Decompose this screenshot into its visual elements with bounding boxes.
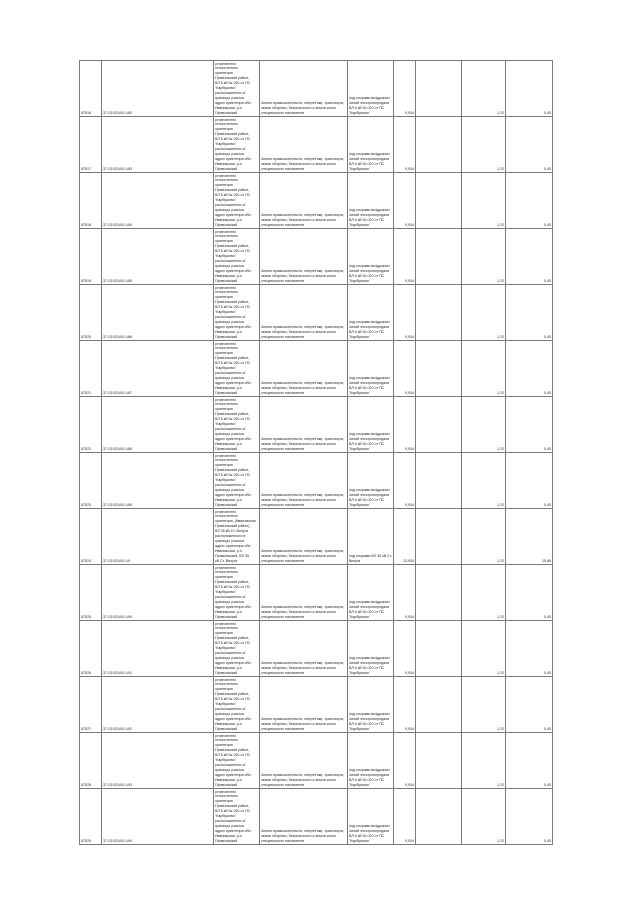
cadastral-number: 37:13:031001:182	[102, 61, 214, 117]
location-line: "Карбушево"	[215, 198, 237, 203]
location-line: Приволжский	[215, 279, 238, 284]
table-row	[80, 341, 553, 397]
location-line: Приволжский	[215, 447, 238, 452]
location-line: относительно	[215, 122, 238, 127]
location-line: границах участка	[215, 539, 244, 544]
land-category: Земли промышленности, энергетики, транспорта, земли обороны, безопасности и земли иного специального назначения	[260, 173, 348, 229]
blank-cell	[416, 173, 462, 229]
location-description	[214, 509, 260, 565]
location-line: Ивановская, р-н	[215, 162, 242, 167]
location-line: относительно	[215, 290, 238, 295]
row-number: 87626	[80, 621, 102, 677]
location-line: границах участка	[215, 432, 244, 437]
location-line: границах участка	[215, 712, 244, 717]
location-line: расположенного в	[215, 315, 246, 320]
rate-value: 1,22	[462, 509, 506, 565]
location-line: "Карбушево"	[215, 478, 237, 483]
location-line: ориентира	[215, 743, 233, 748]
rate-value: 1,22	[462, 453, 506, 509]
row-number: 87622	[80, 397, 102, 453]
cadastral-number: 37:13:031001:194	[102, 789, 214, 845]
location-line: относительно	[215, 66, 238, 71]
blank-cell	[416, 789, 462, 845]
location-line: установлено	[215, 565, 237, 570]
location-description	[214, 565, 260, 621]
location-line: Приволжский район,	[215, 188, 250, 193]
location-line: установлено	[215, 509, 237, 514]
location-line: установлено	[215, 229, 237, 234]
cadastral-number: 37:13:031001:191	[102, 621, 214, 677]
location-line: ВЛ 6 кВ № 020 от ПС	[215, 137, 251, 142]
location-line: адрес ориентира обл.	[215, 101, 252, 106]
plot-area: 0,004	[394, 453, 416, 509]
cadastral-number: 37:13:031001:192	[102, 677, 214, 733]
blank-cell	[416, 621, 462, 677]
location-line: Ивановская, р-н	[215, 386, 242, 391]
location-description	[214, 341, 260, 397]
location-description	[214, 173, 260, 229]
plot-area: 0,004	[394, 117, 416, 173]
table-row	[80, 173, 553, 229]
location-line: адрес ориентира обл.	[215, 605, 252, 610]
location-line: Ивановская, р-н	[215, 442, 242, 447]
location-line: ориентира	[215, 687, 233, 692]
location-line: относительно	[215, 234, 238, 239]
cadastral-number: 37:13:031001:190	[102, 565, 214, 621]
blank-cell	[416, 733, 462, 789]
permitted-use: под опорами воздушных линий электропередачи ВЛ 6 кВ № 020 от ПС "Карбушево"	[348, 173, 394, 229]
location-line: границах участка	[215, 824, 244, 829]
location-line: расположенного в	[215, 259, 246, 264]
plot-area: 0,004	[394, 621, 416, 677]
permitted-use: под опорами воздушных линий электропередачи ВЛ 6 кВ № 020 от ПС "Карбушево"	[348, 677, 394, 733]
location-line: установлено	[215, 61, 237, 66]
location-line: относительно	[215, 570, 238, 575]
rate-value: 1,22	[462, 677, 506, 733]
permitted-use: под опорами воздушных линий электропередачи ВЛ 6 кВ № 020 от ПС "Карбушево"	[348, 61, 394, 117]
land-category: Земли промышленности, энергетики, транспорта, земли обороны, безопасности и земли иного специального назначения	[260, 509, 348, 565]
rate-value: 1,22	[462, 733, 506, 789]
cadastral-number: 37:13:031001:186	[102, 285, 214, 341]
land-plots-table	[79, 60, 553, 845]
row-number: 87629	[80, 789, 102, 845]
blank-cell	[416, 117, 462, 173]
location-line: ориентира	[215, 351, 233, 356]
plot-area: 0,004	[394, 397, 416, 453]
location-line: ориентира	[215, 127, 233, 132]
cadastral-number: 37:13:031001:184	[102, 173, 214, 229]
rate-value: 1,22	[462, 789, 506, 845]
location-line: Приволжский район,	[215, 76, 250, 81]
location-line: расположенного в	[215, 819, 246, 824]
location-line: Ивановская, р-н	[215, 549, 242, 554]
location-line: установлено	[215, 397, 237, 402]
location-line: Приволжский район,	[215, 580, 250, 585]
rate-value: 1,22	[462, 397, 506, 453]
location-line: адрес ориентира обл.	[215, 829, 252, 834]
permitted-use: под опорами воздушных линий электропередачи ВЛ 6 кВ № 020 от ПС "Карбушево"	[348, 229, 394, 285]
location-line: ориентира	[215, 71, 233, 76]
plot-area: 0,004	[394, 285, 416, 341]
location-line: ВЛ 6 кВ № 020 от ПС	[215, 697, 251, 702]
location-description	[214, 789, 260, 845]
row-number: 87624	[80, 509, 102, 565]
location-line: "Карбушево"	[215, 422, 237, 427]
location-line: Приволжский	[215, 839, 238, 844]
row-number: 87618	[80, 173, 102, 229]
table-row	[80, 733, 553, 789]
location-line: Приволжский	[215, 671, 238, 676]
location-line: "Карбушево"	[215, 814, 237, 819]
location-line: относительно	[215, 794, 238, 799]
plot-area: 0,004	[394, 677, 416, 733]
location-line: "Карбушево"	[215, 758, 237, 763]
table-row	[80, 397, 553, 453]
blank-cell	[416, 565, 462, 621]
location-line: ВЛ 6 кВ № 020 от ПС	[215, 641, 251, 646]
land-category: Земли промышленности, энергетики, транспорта, земли обороны, безопасности и земли иного специального назначения	[260, 397, 348, 453]
amount-value: 0,05	[506, 173, 553, 229]
blank-cell	[416, 509, 462, 565]
rate-value: 1,22	[462, 173, 506, 229]
table-row	[80, 61, 553, 117]
amount-value: 15,86	[506, 509, 553, 565]
permitted-use: под опорами воздушных линий электропередачи ВЛ 6 кВ № 020 от ПС "Карбушево"	[348, 789, 394, 845]
amount-value: 0,05	[506, 565, 553, 621]
location-line: Приволжский	[215, 223, 238, 228]
location-line: ВЛ 6 кВ № 020 от ПС	[215, 193, 251, 198]
row-number: 87616	[80, 61, 102, 117]
location-line: Приволжский район,	[215, 244, 250, 249]
location-line: ВЛ 6 кВ № 020 от ПС	[215, 473, 251, 478]
location-line: ориентира	[215, 183, 233, 188]
land-category: Земли промышленности, энергетики, транспорта, земли обороны, безопасности и земли иного специального назначения	[260, 621, 348, 677]
blank-cell	[416, 397, 462, 453]
location-line: "Карбушево"	[215, 702, 237, 707]
location-line: адрес ориентира обл.	[215, 717, 252, 722]
permitted-use: под опорами воздушных линий электропередачи ВЛ 6 кВ № 020 от ПС "Карбушево"	[348, 621, 394, 677]
location-line: ВЛ 6 кВ № 020 от ПС	[215, 81, 251, 86]
rate-value: 1,22	[462, 117, 506, 173]
permitted-use: под опорами воздушных линий электропередачи ВЛ 6 кВ № 020 от ПС "Карбушево"	[348, 453, 394, 509]
location-line: ориентира	[215, 407, 233, 412]
location-line: Ивановская, р-н	[215, 610, 242, 615]
location-line: ВЛ 6 кВ № 020 от ПС	[215, 417, 251, 422]
location-line: расположенного в	[215, 427, 246, 432]
row-number: 87625	[80, 565, 102, 621]
location-line: адрес ориентира обл.	[215, 325, 252, 330]
row-number: 87621	[80, 341, 102, 397]
location-line: адрес ориентира обл.	[215, 544, 252, 549]
location-line: границах участка	[215, 600, 244, 605]
land-category: Земли промышленности, энергетики, транспорта, земли обороны, безопасности и земли иного специального назначения	[260, 789, 348, 845]
location-line: "Карбушево"	[215, 366, 237, 371]
blank-cell	[416, 341, 462, 397]
location-line: ВЛ 6 кВ № 020 от ПС	[215, 585, 251, 590]
permitted-use: под опорами ВЛ 35 кВ Ст. Вичуга	[348, 509, 394, 565]
amount-value: 0,05	[506, 789, 553, 845]
blank-cell	[416, 61, 462, 117]
plot-area: 0,004	[394, 229, 416, 285]
plot-area: 0,004	[394, 173, 416, 229]
location-line: ВЛ 35 кВ Ст. Вичуга	[215, 529, 248, 534]
location-line: "Карбушево"	[215, 310, 237, 315]
location-line: относительно	[215, 626, 238, 631]
location-line: расположенного в	[215, 371, 246, 376]
plot-area: 0,004	[394, 61, 416, 117]
location-line: Ивановская, р-н	[215, 218, 242, 223]
location-line: ориентира	[215, 295, 233, 300]
cadastral-number: 37:13:031001:188	[102, 397, 214, 453]
permitted-use: под опорами воздушных линий электропередачи ВЛ 6 кВ № 020 от ПС "Карбушево"	[348, 341, 394, 397]
location-line: "Карбушево"	[215, 254, 237, 259]
location-line: установлено	[215, 341, 237, 346]
location-line: "Карбушево"	[215, 646, 237, 651]
location-line: Приволжский район,	[215, 300, 250, 305]
land-category: Земли промышленности, энергетики, транспорта, земли обороны, безопасности и земли иного специального назначения	[260, 229, 348, 285]
permitted-use: под опорами воздушных линий электропередачи ВЛ 6 кВ № 020 от ПС "Карбушево"	[348, 117, 394, 173]
location-line: Ивановская, р-н	[215, 834, 242, 839]
location-line: Приволжский	[215, 615, 238, 620]
cadastral-number: 37:13:031001:183	[102, 117, 214, 173]
location-line: установлено	[215, 789, 237, 794]
row-number: 87628	[80, 733, 102, 789]
blank-cell	[416, 677, 462, 733]
table-row	[80, 509, 553, 565]
location-line: границах участка	[215, 264, 244, 269]
location-line: адрес ориентира обл.	[215, 381, 252, 386]
location-line: Приволжский район,	[215, 748, 250, 753]
location-line: кВ Ст. Вичуга	[215, 559, 238, 564]
location-line: ориентира	[215, 631, 233, 636]
permitted-use: под опорами воздушных линий электропередачи ВЛ 6 кВ № 020 от ПС "Карбушево"	[348, 733, 394, 789]
plot-area: 0,004	[394, 733, 416, 789]
location-line: адрес ориентира обл.	[215, 493, 252, 498]
plot-area: 13,000	[394, 509, 416, 565]
amount-value: 0,05	[506, 341, 553, 397]
location-description	[214, 621, 260, 677]
location-line: ориентира	[215, 575, 233, 580]
amount-value: 0,05	[506, 621, 553, 677]
location-line: границах участка	[215, 376, 244, 381]
location-line: Приволжский район,	[215, 356, 250, 361]
table-row	[80, 565, 553, 621]
table-row	[80, 285, 553, 341]
location-line: адрес ориентира обл.	[215, 437, 252, 442]
row-number: 87627	[80, 677, 102, 733]
location-line: границах участка	[215, 656, 244, 661]
cadastral-number: 37:13:031001:193	[102, 733, 214, 789]
location-description	[214, 677, 260, 733]
location-line: Ивановская, р-н	[215, 498, 242, 503]
location-line: адрес ориентира обл.	[215, 661, 252, 666]
table-row	[80, 117, 553, 173]
location-line: ВЛ 6 кВ № 020 от ПС	[215, 361, 251, 366]
amount-value: 0,05	[506, 285, 553, 341]
cadastral-number: 37:13:031001:185	[102, 229, 214, 285]
land-category: Земли промышленности, энергетики, транспорта, земли обороны, безопасности и земли иного специального назначения	[260, 285, 348, 341]
location-line: Приволжский	[215, 111, 238, 116]
location-line: ориентира	[215, 239, 233, 244]
cadastral-number: 37:13:031001:187	[102, 341, 214, 397]
location-line: Приволжский	[215, 167, 238, 172]
location-description	[214, 397, 260, 453]
table-row	[80, 789, 553, 845]
location-line: границах участка	[215, 320, 244, 325]
location-line: "Карбушево"	[215, 142, 237, 147]
amount-value: 0,05	[506, 117, 553, 173]
location-line: расположенного в	[215, 595, 246, 600]
location-line: установлено	[215, 117, 237, 122]
location-line: расположенного в	[215, 91, 246, 96]
table-row	[80, 229, 553, 285]
location-line: установлено	[215, 677, 237, 682]
location-description	[214, 61, 260, 117]
location-line: границах участка	[215, 208, 244, 213]
amount-value: 0,05	[506, 677, 553, 733]
location-description	[214, 733, 260, 789]
location-line: ориентира	[215, 463, 233, 468]
location-line: Ивановская, р-н	[215, 666, 242, 671]
land-category: Земли промышленности, энергетики, транспорта, земли обороны, безопасности и земли иного специального назначения	[260, 453, 348, 509]
location-line: адрес ориентира обл.	[215, 157, 252, 162]
row-number: 87620	[80, 285, 102, 341]
cadastral-number: 37:13:031001:189	[102, 453, 214, 509]
rate-value: 1,22	[462, 285, 506, 341]
location-line: Приволжский район,	[215, 412, 250, 417]
plot-area: 0,004	[394, 565, 416, 621]
location-line: расположенного в	[215, 707, 246, 712]
location-line: адрес ориентира обл.	[215, 773, 252, 778]
location-line: Приволжский район),	[215, 524, 251, 529]
location-description	[214, 229, 260, 285]
location-line: Приволжский район,	[215, 804, 250, 809]
permitted-use: под опорами воздушных линий электропередачи ВЛ 6 кВ № 020 от ПС "Карбушево"	[348, 565, 394, 621]
table-row	[80, 621, 553, 677]
location-description	[214, 117, 260, 173]
location-line: относительно	[215, 402, 238, 407]
location-line: Ивановская, р-н	[215, 106, 242, 111]
amount-value: 0,05	[506, 733, 553, 789]
location-line: расположенного в	[215, 483, 246, 488]
location-line: относительно	[215, 178, 238, 183]
amount-value: 0,05	[506, 397, 553, 453]
rate-value: 1,22	[462, 621, 506, 677]
location-line: относительно	[215, 682, 238, 687]
location-line: Приволжский	[215, 335, 238, 340]
location-line: ВЛ 6 кВ № 020 от ПС	[215, 809, 251, 814]
location-line: Приволжский	[215, 391, 238, 396]
location-line: ориентира	[215, 799, 233, 804]
location-line: Ивановская, р-н	[215, 778, 242, 783]
plot-area: 0,004	[394, 341, 416, 397]
location-line: Ивановская, р-н	[215, 722, 242, 727]
rate-value: 1,22	[462, 341, 506, 397]
location-line: установлено	[215, 285, 237, 290]
location-line: ВЛ 6 кВ № 020 от ПС	[215, 249, 251, 254]
location-line: расположенного в	[215, 763, 246, 768]
land-category: Земли промышленности, энергетики, транспорта, земли обороны, безопасности и земли иного специального назначения	[260, 733, 348, 789]
location-line: относительно	[215, 738, 238, 743]
row-number: 87617	[80, 117, 102, 173]
location-line: расположенного в	[215, 147, 246, 152]
location-line: адрес ориентира обл.	[215, 213, 252, 218]
location-line: относительно	[215, 346, 238, 351]
land-category: Земли промышленности, энергетики, транспорта, земли обороны, безопасности и земли иного специального назначения	[260, 61, 348, 117]
location-description	[214, 285, 260, 341]
location-line: Приволжский, ВЛ 35	[215, 554, 249, 559]
permitted-use: под опорами воздушных линий электропередачи ВЛ 6 кВ № 020 от ПС "Карбушево"	[348, 397, 394, 453]
rate-value: 1,22	[462, 229, 506, 285]
plot-area: 0,004	[394, 789, 416, 845]
location-line: относительно	[215, 514, 238, 519]
row-number: 87619	[80, 229, 102, 285]
location-line: относительно	[215, 458, 238, 463]
amount-value: 0,05	[506, 61, 553, 117]
cadastral-number: 37:13:031001:19	[102, 509, 214, 565]
row-number: 87623	[80, 453, 102, 509]
location-line: Приволжский	[215, 783, 238, 788]
rate-value: 1,22	[462, 565, 506, 621]
location-line: установлено	[215, 453, 237, 458]
table-row	[80, 453, 553, 509]
location-line: границах участка	[215, 488, 244, 493]
location-line: установлено	[215, 173, 237, 178]
location-line: Приволжский район,	[215, 692, 250, 697]
blank-cell	[416, 285, 462, 341]
location-line: расположенного в	[215, 203, 246, 208]
location-line: Ивановская, р-н	[215, 274, 242, 279]
table-row	[80, 677, 553, 733]
location-line: границах участка	[215, 768, 244, 773]
amount-value: 0,05	[506, 229, 553, 285]
amount-value: 0,05	[506, 453, 553, 509]
location-line: Приволжский	[215, 503, 238, 508]
location-line: ориентира, (Ивановская	[215, 519, 256, 524]
location-line: Приволжский	[215, 727, 238, 732]
location-line: расположенного в	[215, 651, 246, 656]
location-line: ВЛ 6 кВ № 020 от ПС	[215, 753, 251, 758]
location-line: "Карбушево"	[215, 590, 237, 595]
location-line: Приволжский район,	[215, 468, 250, 473]
location-line: адрес ориентира обл.	[215, 269, 252, 274]
location-line: Ивановская, р-н	[215, 330, 242, 335]
land-category: Земли промышленности, энергетики, транспорта, земли обороны, безопасности и земли иного специального назначения	[260, 565, 348, 621]
location-line: расположенного в	[215, 534, 246, 539]
location-line: границах участка	[215, 152, 244, 157]
location-description	[214, 453, 260, 509]
location-line: Приволжский район,	[215, 636, 250, 641]
blank-cell	[416, 453, 462, 509]
location-line: "Карбушево"	[215, 86, 237, 91]
land-category: Земли промышленности, энергетики, транспорта, земли обороны, безопасности и земли иного специального назначения	[260, 341, 348, 397]
land-category: Земли промышленности, энергетики, транспорта, земли обороны, безопасности и земли иного специального назначения	[260, 117, 348, 173]
permitted-use: под опорами воздушных линий электропередачи ВЛ 6 кВ № 020 от ПС "Карбушево"	[348, 285, 394, 341]
rate-value: 1,22	[462, 61, 506, 117]
location-line: границах участка	[215, 96, 244, 101]
location-line: Приволжский район,	[215, 132, 250, 137]
blank-cell	[416, 229, 462, 285]
location-line: установлено	[215, 733, 237, 738]
location-line: ВЛ 6 кВ № 020 от ПС	[215, 305, 251, 310]
land-category: Земли промышленности, энергетики, транспорта, земли обороны, безопасности и земли иного специального назначения	[260, 677, 348, 733]
location-line: установлено	[215, 621, 237, 626]
